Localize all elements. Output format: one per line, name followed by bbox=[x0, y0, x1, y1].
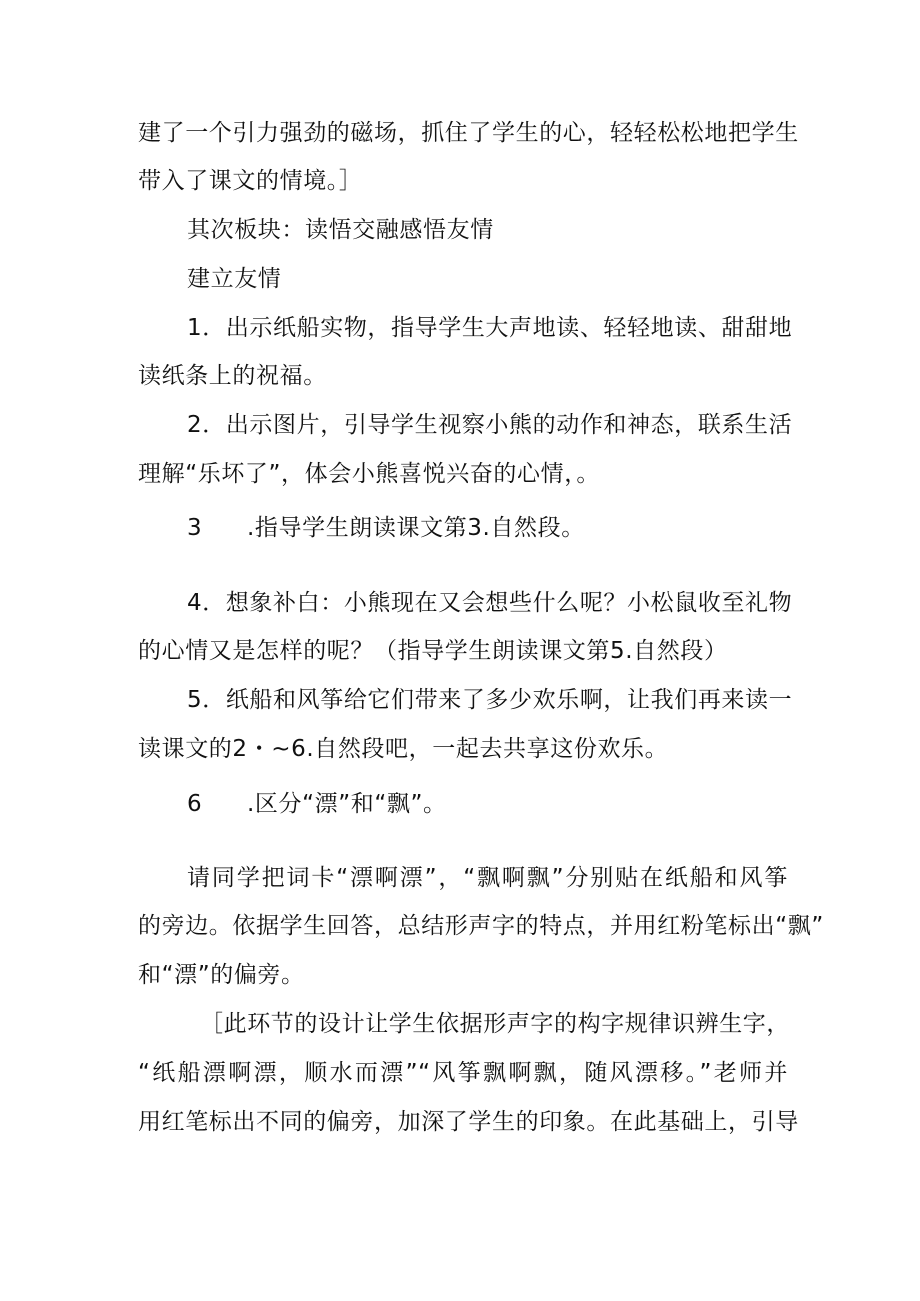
item-2-line-2: 理解“乐坏了”，体会小熊喜悦兴奋的心情，。 bbox=[138, 461, 600, 487]
comment-line-2: “纸船漂啊漂，顺水而漂”“风筝飘啊飘，随风漂移。”老师并 bbox=[138, 1060, 788, 1086]
paragraph-line-3: 和“漂”的偏旁。 bbox=[138, 962, 305, 988]
item-6-number: 6 bbox=[187, 791, 203, 817]
item-3-text: .指导学生朗读课文第3.自然段。 bbox=[247, 515, 585, 541]
item-3-number: 3 bbox=[187, 515, 203, 541]
subsection-heading: 建立友情 bbox=[187, 266, 282, 292]
text-line-2: 带入了课文的情境。］ bbox=[138, 168, 363, 194]
comment-line-1: ［此环节的设计让学生依据形声字的构字规律识辨生字， bbox=[200, 1011, 790, 1037]
item-5-line-2: 读课文的2・~6.自然段吧，一起去共享这份欢乐。 bbox=[138, 736, 669, 762]
item-4-line-1: 4．想象补白：小熊现在又会想些什么呢？小松鼠收至礼物 bbox=[187, 590, 793, 616]
item-6 bbox=[187, 789, 788, 819]
section-heading: 其次板块：读悟交融感悟友情 bbox=[187, 217, 494, 243]
item-5-line-1: 5．纸船和风筝给它们带来了多少欢乐啊，让我们再来读一 bbox=[187, 687, 793, 713]
item-1-line-1: 1．出示纸船实物，指导学生大声地读、轻轻地读、甜甜地 bbox=[187, 315, 793, 341]
paragraph-line-1: 请同学把词卡“漂啊漂”，“飘啊飘”分别贴在纸船和风筝 bbox=[187, 865, 788, 891]
item-3 bbox=[187, 513, 788, 543]
item-6-text: .区分“漂”和“飘”。 bbox=[247, 791, 447, 817]
text-line-1: 建了一个引力强劲的磁场，抓住了学生的心，轻轻松松地把学生 bbox=[138, 120, 799, 146]
item-2-line-1: 2．出示图片，引导学生视察小熊的动作和神态，联系生活 bbox=[187, 412, 793, 438]
paragraph-line-2: 的旁边。依据学生回答，总结形声字的特点，并用红粉笔标出“飘” bbox=[138, 913, 824, 939]
item-4-line-2: 的心情又是怎样的呢？（指导学生朗读课文第5.自然段） bbox=[138, 638, 728, 664]
comment-line-3: 用红笔标出不同的偏旁，加深了学生的印象。在此基础上，引导 bbox=[138, 1109, 799, 1135]
item-1-line-2: 读纸条上的祝福。 bbox=[138, 363, 327, 389]
